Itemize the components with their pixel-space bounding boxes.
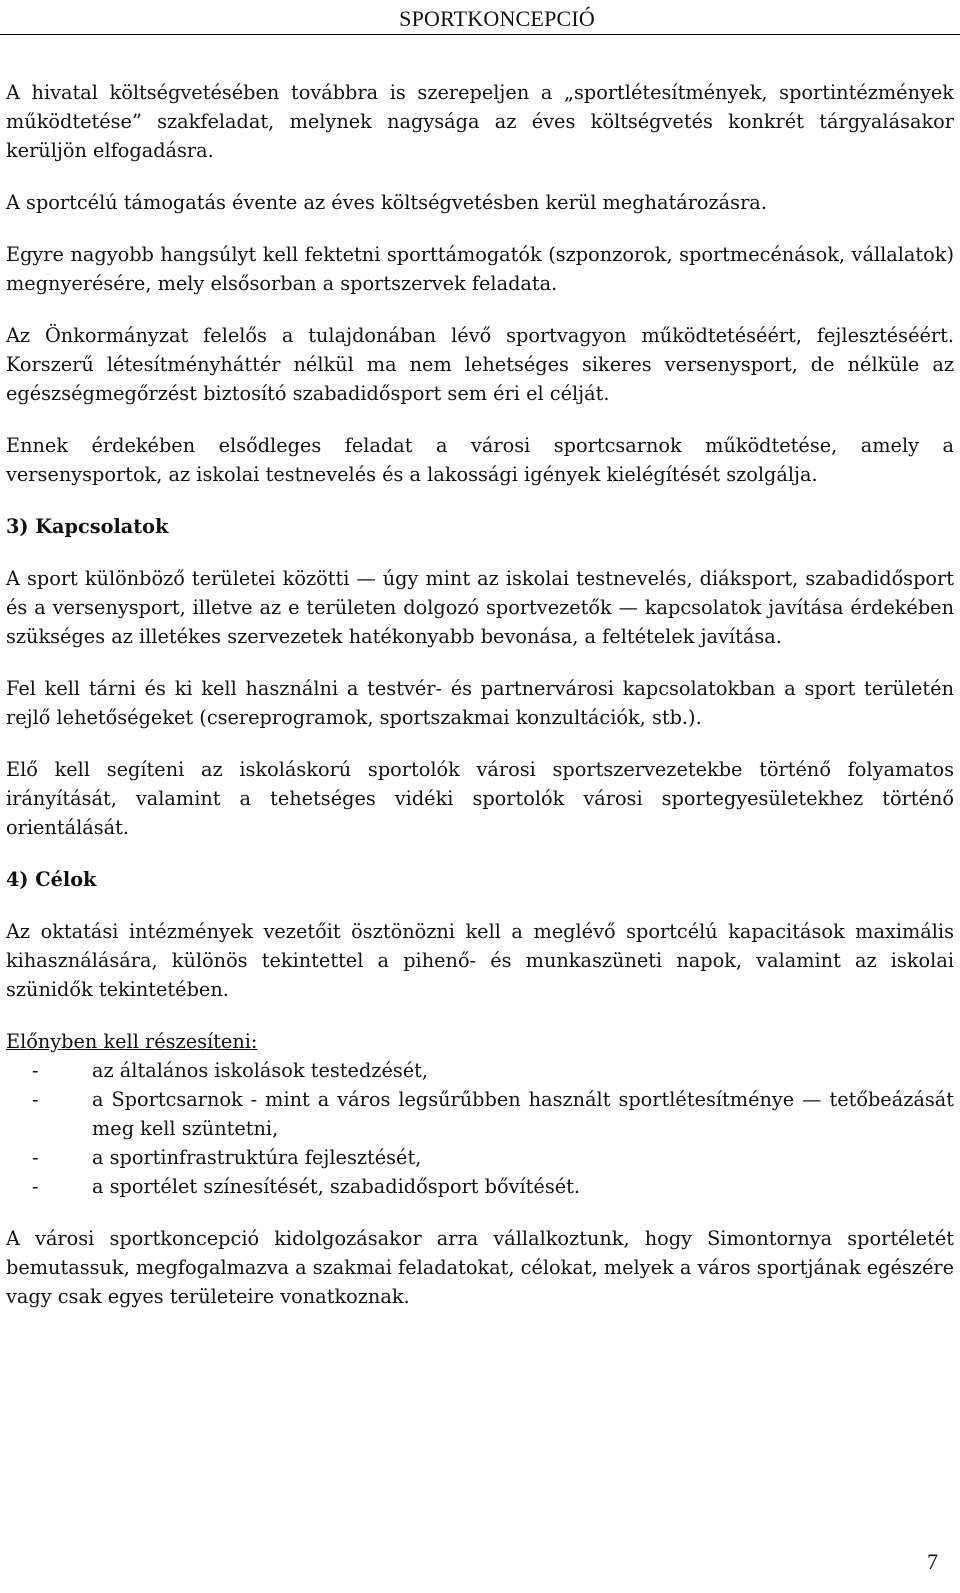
section-heading-goals: 4) Célok [6, 868, 97, 891]
paragraph-goals-intro: Az oktatási intézmények vezetőit ösztönözni kell a meglévő sportcélú kapacitások maximális kihasználására, különös tekintettel a pihenő- és munkaszüneti napok, valamint az iskolai szünidők tekintetében. [6, 920, 954, 1001]
priority-list [6, 1056, 954, 1201]
page-number: 7 [927, 1549, 938, 1574]
section-heading-connections: 3) Kapcsolatok [6, 515, 169, 538]
paragraph-sports-hall: Ennek érdekében elsődleges feladat a városi sportcsarnok működtetése, amely a versenysportok, az iskolai testnevelés és a lakossági igények kielégítését szolgálja. [6, 434, 954, 486]
list-item-text: a Sportcsarnok - mint a város legsűrűbben használt sportlétesítménye — tetőbeázását meg kell szüntetni, [92, 1088, 954, 1140]
dash-marker: - [32, 1088, 39, 1111]
document-title: SPORTKONCEPCIÓ [399, 6, 595, 31]
list-item-text: a sportinfrastruktúra fejlesztését, [92, 1146, 422, 1169]
paragraph-sponsors: Egyre nagyobb hangsúlyt kell fektetni sporttámogatók (szponzorok, sportmecénások, vállalatok) megnyerésére, mely elsősorban a sportszervek feladata. [6, 243, 954, 295]
paragraph-connections-3: Elő kell segíteni az iskoláskorú sportolók városi sportszervezetekbe történő folyamatos irányítását, valamint a tehetséges vidéki sportolók városi sportegyesületekhez történő orientálását. [6, 758, 954, 839]
paragraph-budget: A hivatal költségvetésében továbbra is szerepeljen a „sportlétesítmények, sportintézmények működtetése” szakfeladat, melynek nagysága az éves költségvetés konkrét tárgyalásakor kerüljön elfogadásra. [6, 81, 954, 162]
list-item-text: a sportélet színesítését, szabadidősport bővítését. [92, 1175, 581, 1198]
dash-marker: - [32, 1146, 39, 1169]
priority-label: Előnyben kell részesíteni: [6, 1030, 258, 1053]
paragraph-support: A sportcélú támogatás évente az éves költségvetésben kerül meghatározásra. [6, 191, 767, 214]
list-item [6, 1172, 954, 1201]
paragraph-connections-2: Fel kell tárni és ki kell használni a testvér- és partnervárosi kapcsolatokban a sport területén rejlő lehetőségeket (csereprogramok, sportszakmai konzultációk, stb.). [6, 677, 954, 729]
page-header [0, 0, 960, 35]
dash-marker: - [32, 1175, 39, 1198]
list-item-text: az általános iskolások testedzését, [92, 1059, 429, 1082]
paragraph-closing: A városi sportkoncepció kidolgozásakor arra vállalkoztunk, hogy Simontornya sportéletét bemutassuk, megfogalmazva a szakmai feladatokat, célokat, melyek a város sportjának egészére vagy csak egyes területeire vonatkoznak. [6, 1227, 954, 1308]
list-item [6, 1143, 954, 1172]
paragraph-municipality: Az Önkormányzat felelős a tulajdonában lévő sportvagyon működtetéséért, fejlesztéséért. Korszerű létesítményháttér nélkül ma nem lehetséges sikeres versenysport, de nélküle az egészségmegőrzést biztosító szabadidősport sem éri el célját. [6, 324, 954, 405]
list-item [6, 1056, 954, 1085]
document-body [6, 78, 954, 1334]
list-item [6, 1085, 954, 1143]
dash-marker: - [32, 1059, 39, 1082]
paragraph-connections-1: A sport különböző területei közötti — úgy mint az iskolai testnevelés, diáksport, szabadidősport és a versenysport, illetve az e területen dolgozó sportvezetők — kapcsolatok javítása érdekében szükséges az illetékes szervezetek hatékonyabb bevonása, a feltételek javítása. [6, 567, 954, 648]
